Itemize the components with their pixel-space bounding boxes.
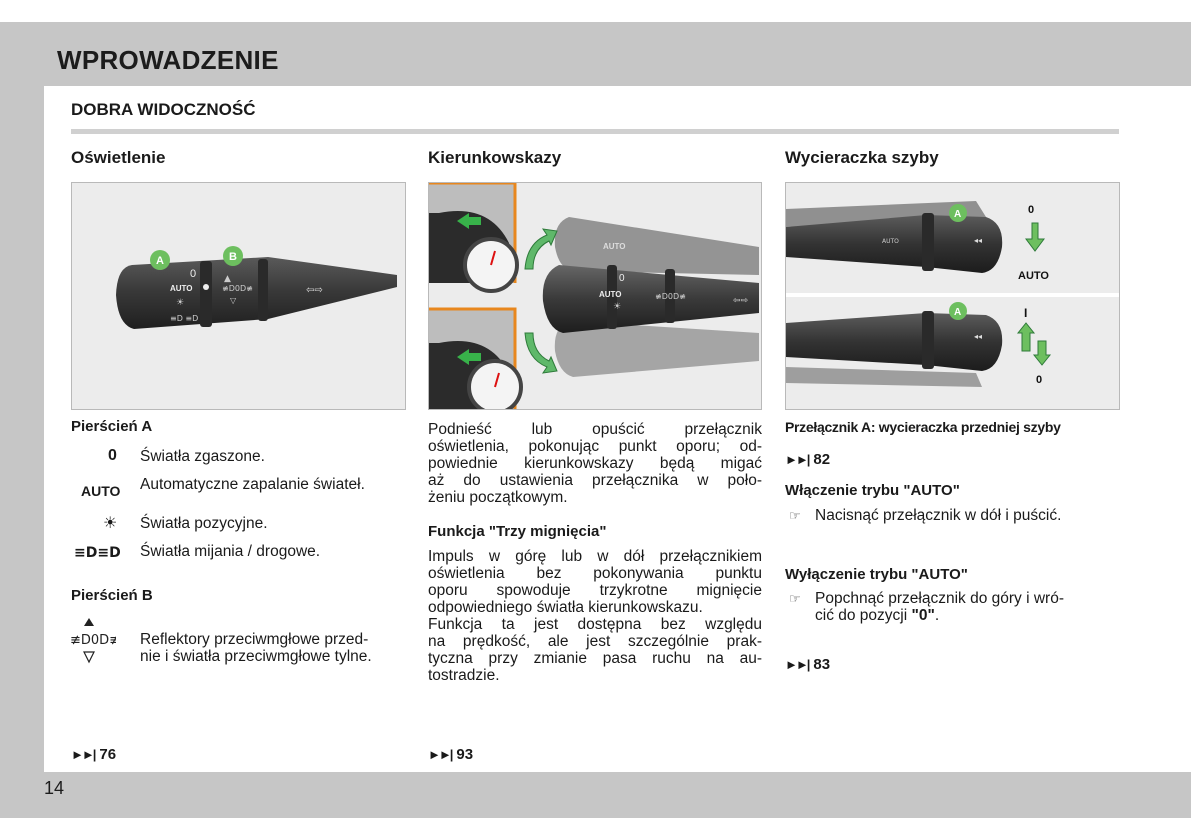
instruction-hand-icon: ☞ <box>789 508 801 523</box>
svg-text:A: A <box>156 255 164 267</box>
lighting-switch-figure <box>71 182 406 410</box>
wiper-figure <box>785 182 1120 410</box>
lighting-stalk-illustration <box>72 183 405 409</box>
auto-lights-icon: AUTO <box>81 483 121 499</box>
svg-text:AUTO: AUTO <box>882 238 899 245</box>
three-flash-p2-line-2: na prędkość, ale jest szczególnie prak- <box>428 633 762 650</box>
indicators-intro <box>428 421 762 506</box>
auto-on-text: Nacisnąć przełącznik w dół i puścić. <box>815 507 1062 524</box>
three-flash-p1-line-3: oporu spowoduje trzykrotne mignięcie <box>428 582 762 599</box>
three-flash-p1-line-4: odpowiedniego światła kierunkowskazu. <box>428 599 703 616</box>
svg-text:◂◂: ◂◂ <box>974 236 983 245</box>
indicators-intro-line-1: Podnieść lub opuścić przełącznik <box>428 421 762 438</box>
page-ref-icon: ►►| <box>71 747 95 762</box>
three-flash-paragraph-2 <box>428 616 762 684</box>
svg-text:☀: ☀ <box>613 302 622 312</box>
indicators-figure <box>428 182 762 410</box>
ring-a-item-beam: Światła mijania / drogowe. <box>140 543 321 560</box>
ring-b-title: Pierścień B <box>71 587 153 604</box>
indicator-stalk-illustration <box>429 183 761 409</box>
page-ref-icon: ►►| <box>785 657 809 672</box>
svg-text:0: 0 <box>1028 204 1035 216</box>
sidelights-icon: ☀ <box>103 513 118 532</box>
three-flash-title: Funkcja "Trzy mignięcia" <box>428 523 607 540</box>
auto-on-title: Włączenie trybu "AUTO" <box>785 482 960 499</box>
three-flash-p1-line-1: Impuls w górę lub w dół przełącznikiem <box>428 548 762 565</box>
section-title: DOBRA WIDOCZNOŚĆ <box>71 100 256 119</box>
ring-b-text-line-1: Reflektory przeciwmgłowe przed- <box>140 631 369 648</box>
indicators-intro-line-4: aż do ustawienia przełącznika w poło- <box>428 472 762 489</box>
svg-text:⇦⇨: ⇦⇨ <box>733 296 749 306</box>
svg-text:AUTO: AUTO <box>1018 270 1049 282</box>
indicators-title: Kierunkowskazy <box>428 148 562 167</box>
svg-text:≢D0D≢: ≢D0D≢ <box>655 292 686 301</box>
ring-b-text-line-2: nie i światła przeciwmgłowe tylne. <box>140 648 372 665</box>
wiper-caption: Przełącznik A: wycieraczka przedniej szyby <box>785 419 1061 435</box>
auto-off-text-line-1: Popchnąć przełącznik do góry i wró- <box>815 590 1064 607</box>
svg-text:I: I <box>1024 306 1028 320</box>
svg-text:◂◂: ◂◂ <box>974 332 983 341</box>
svg-text:≢D0D≢: ≢D0D≢ <box>222 284 253 293</box>
auto-off-text <box>815 590 1120 624</box>
svg-text:⇦⇨: ⇦⇨ <box>306 285 323 296</box>
ring-a-item-off: Światła zgaszone. <box>140 448 265 465</box>
dipped-main-beam-icon: ≡D≡D <box>74 545 121 561</box>
wiper-stalk-illustration <box>786 183 1119 409</box>
page-number: 14 <box>44 778 65 798</box>
svg-text:≡D ≡D: ≡D ≡D <box>170 314 199 323</box>
svg-text:☀: ☀ <box>176 298 185 308</box>
page-ref-icon: ►►| <box>428 747 452 762</box>
three-flash-paragraph-1 <box>428 548 762 616</box>
three-flash-p2-line-1: Funkcja ta jest dostępna bez względu <box>428 616 762 633</box>
chapter-title: WPROWADZENIE <box>57 45 279 75</box>
indicators-intro-line-5: żeniu początkowym. <box>428 489 568 506</box>
ring-b-item-text <box>140 631 408 665</box>
three-flash-p2-line-4: tostradzie. <box>428 667 500 684</box>
svg-text:AUTO: AUTO <box>603 242 626 251</box>
instruction-hand-icon: ☞ <box>789 591 801 606</box>
svg-text:B: B <box>229 251 237 263</box>
wiper-title: Wycieraczka szyby <box>785 148 939 167</box>
indicators-page-ref: ►►| 93 <box>428 746 474 763</box>
section-rule <box>71 129 1119 134</box>
auto-off-title: Wyłączenie trybu "AUTO" <box>785 566 968 583</box>
svg-text:0: 0 <box>1036 374 1043 386</box>
indicators-intro-line-2: oświetlenia, pokonując punkt oporu; od- <box>428 438 762 455</box>
footer-band <box>0 772 1191 818</box>
top-margin <box>0 0 1191 22</box>
svg-text:A: A <box>954 209 962 220</box>
wiper-page-ref-1: ►►| 82 <box>785 451 831 468</box>
svg-text:AUTO: AUTO <box>170 284 193 293</box>
svg-text:A: A <box>954 307 962 318</box>
fog-lights-icon <box>70 616 116 677</box>
left-margin-bar <box>0 86 44 772</box>
lighting-title: Oświetlenie <box>71 148 166 167</box>
ring-a-item-sidelights: Światła pozycyjne. <box>140 515 268 532</box>
lights-off-icon: 0 <box>108 447 117 464</box>
three-flash-p2-line-3: tyczna przy zmianie pasa ruchu na au- <box>428 650 762 667</box>
svg-text:AUTO: AUTO <box>599 290 622 299</box>
ring-a-item-auto: Automatyczne zapalanie świateł. <box>140 476 365 493</box>
auto-off-text-line-2: cić do pozycji "0". <box>815 607 940 624</box>
wiper-page-ref-2: ►►| 83 <box>785 656 831 673</box>
svg-text:≢D0D≢: ≢D0D≢ <box>70 633 116 648</box>
svg-text:0: 0 <box>190 268 197 280</box>
svg-text:0: 0 <box>619 273 625 284</box>
indicators-intro-line-3: powiednie kierunkowskazy będą migać <box>428 455 762 472</box>
page-ref-icon: ►►| <box>785 452 809 467</box>
three-flash-p1-line-2: oświetlenia bez pokonywania punktu <box>428 565 762 582</box>
svg-text:▽: ▽ <box>230 296 237 305</box>
ring-a-title: Pierścień A <box>71 418 153 435</box>
lighting-page-ref: ►►| 76 <box>71 746 117 763</box>
svg-text:▲: ▲ <box>224 274 231 284</box>
